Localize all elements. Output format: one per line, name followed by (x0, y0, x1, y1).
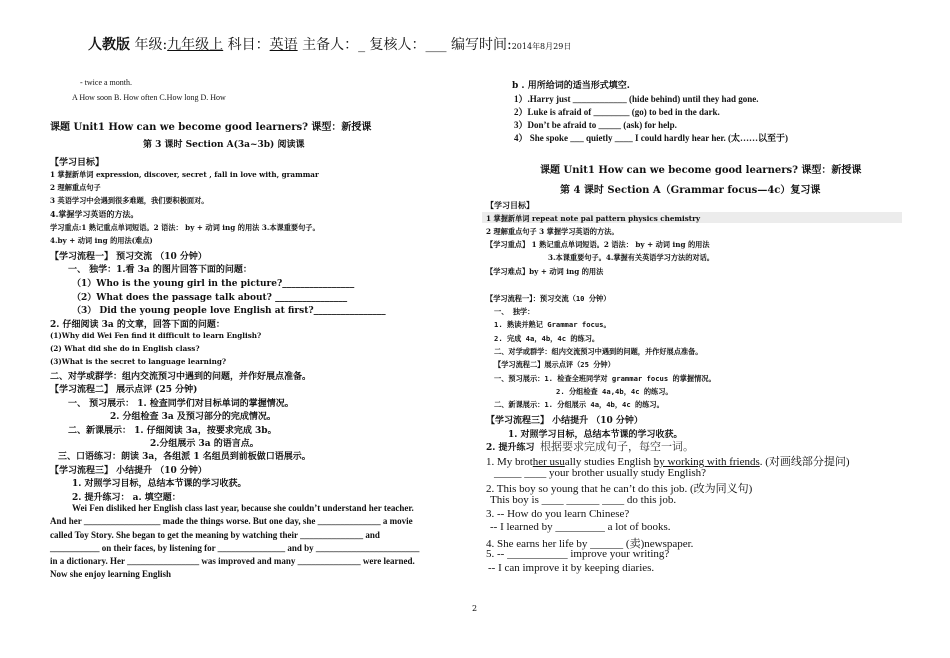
right-line: 2. 分组检查 4a,4b，4c 的练习。 (556, 387, 673, 396)
question-line: （2）What does the passage talk about? ________________ (72, 293, 348, 303)
left-line: 一、 预习展示： 1. 检查同学们对目标单词的掌握情况。 (68, 399, 294, 409)
question-line: （3） Did the young people love English at first?________________ (72, 306, 386, 316)
right-line: 一、预习展示：1. 检查全班同学对 grammar focus 的掌握情况。 (494, 374, 716, 383)
left-line: 2 理解重点句子 (50, 183, 101, 192)
right-line: 3.本课重要句子。4.掌握有关英语学习方法的对话。 (548, 253, 714, 262)
left-line: 2. 仔细阅读 3a 的文章，回答下面的问题： (50, 320, 225, 330)
left-line: 2. 分组检查 3a 及预习部分的完成情况。 (110, 412, 276, 422)
grade-value: 九年级上 (167, 37, 224, 53)
subject-label: 科目： (227, 37, 270, 53)
section-heading: 【学习流程二】展示点评（25 分钟） (494, 360, 615, 369)
left-line: A How soon B. How often C.How long D. How (72, 93, 226, 102)
left-line: 1 掌握新单词 expression, discover, secret , fall in love with, grammar (50, 170, 319, 179)
instruction-text: 根据要求完成句子，每空一词。 (540, 440, 694, 453)
exercise-line: 2. This boy so young that he can’t do this job. (改为同义句) (486, 483, 753, 495)
left-line: 4.by + 动词 ing 的用法(难点) (50, 236, 153, 245)
reviewer-field: 复核人：___ (369, 37, 447, 53)
right-line: 【学习难点】by + 动词 ing 的用法 (486, 267, 604, 276)
right-line: 1 掌握新单词 repeat note pal pattern physics chemistry (486, 214, 701, 223)
date-value: 2014年8月29日 (511, 42, 572, 51)
section-heading: 【学习流程一】 预习交流 （10 分钟） (50, 252, 207, 262)
right-line: 【学习重点】 1 熟记重点单词短语。2 语法： by + 动词 ing 的用法 (486, 240, 710, 249)
passage-line: in a dictionary. Her ________________ was improved and many ______________ were learned. (50, 556, 415, 566)
question-line: （1）Who is the young girl in the picture?________________ (72, 279, 355, 289)
passage-line: Wei Fen disliked her English class last year, because she couldn’t understand her teacher. (72, 503, 414, 513)
question-line: (3)What is the secret to language learning? (50, 357, 227, 366)
section-heading: 【学习目标】 (50, 158, 105, 168)
lesson-subtitle: 第 4 课时 Section A（Grammar focus—4c）复习课 (560, 185, 821, 196)
passage-line: ___________ on their faces, by listening for _______________ and by _______________________ (50, 543, 420, 553)
section-heading: 【学习流程三】 小结提升 （10 分钟） (50, 466, 207, 476)
publisher-label: 人教版 (88, 37, 130, 53)
left-line: 3 英语学习中会遇到很多难题，我们要积极面对。 (50, 196, 209, 205)
exercise-line: 5. -- ___________ improve your writing? (486, 548, 670, 560)
right-line: 2 理解重点句子 3 掌握学习英语的方法。 (486, 227, 619, 236)
section-heading: 【学习流程三】 小结提升 （10 分钟） (486, 416, 643, 426)
left-line: 三、口语练习：朗读 3a，各组派 1 名组员到前板做口语展示。 (58, 452, 311, 462)
left-line: - twice a month. (80, 78, 132, 87)
exercise-line: This boy is ____ ______ ____ do this job. (490, 494, 677, 506)
preparer-field: 主备人：_ (302, 37, 366, 53)
exercise-line: 1）.Harry just ____________ (hide behind) until they had gone. (514, 94, 759, 104)
exercise-line: 4） She spoke ___ quietly ____ I could hardly hear her. (太……以至于) (514, 133, 789, 143)
right-line: 1. 对照学习目标，总结本节课的学习收获。 (508, 430, 683, 440)
lesson-title: 课题 Unit1 How can we become good learners? 课型：新授课 (540, 165, 862, 176)
right-line: 1. 熟读并熟记 Grammar focus。 (494, 320, 611, 329)
exercise-line: 2）Luke is afraid of ________ (go) to bed in the dark. (514, 107, 720, 117)
exercise-line: _____ ____ your brother usually study English? (494, 467, 707, 479)
left-line: 1. 对照学习目标，总结本节课的学习收获。 (72, 479, 247, 489)
section-heading: 【学习目标】 (486, 200, 534, 210)
subject-value: 英语 (269, 37, 298, 53)
left-line: 一、 独学：1.看 3a 的图片回答下面的问题： (68, 265, 252, 275)
exercise-line: 4. She earns her life by ______ (卖)newspaper. (486, 538, 694, 550)
right-line: 2. 提升练习 (486, 443, 535, 453)
passage-line: called Toy Story. She began to get the meaning by watching their ______________ and (50, 530, 380, 540)
exercise-line: 1. My brother usually studies English by working with friends. (对画线部分提问) (486, 456, 850, 468)
left-line: 2.分组展示 3a 的语言点。 (150, 439, 259, 449)
left-line: 2. 提升练习： a. 填空题： (72, 493, 181, 503)
section-heading: 【学习流程二】 展示点评 (25 分钟) (50, 385, 198, 395)
header (88, 34, 571, 54)
left-line: 学习重点:1 熟记重点单词短语。2 语法： by + 动词 ing 的用法 3.本课重要句子。 (50, 223, 320, 232)
exercise-line: 3）Don’t be afraid to _____ (ask) for help. (514, 120, 677, 130)
lesson-subtitle: 第 3 课时 Section A(3a~3b) 阅读课 (143, 140, 305, 150)
question-line: (1)Why did Wei Fen find it difficult to learn English? (50, 331, 262, 340)
page-number: 2 (472, 604, 478, 613)
lesson-title: 课题 Unit1 How can we become good learners? 课型：新授课 (50, 122, 372, 133)
passage-line: And her _________________ made the things worse. But one day, she ______________ a movie (50, 516, 413, 526)
right-line: 一、 独学： (494, 307, 535, 316)
exercise-line: -- I can improve it by keeping diaries. (488, 562, 655, 574)
right-line: 二、对学或群学：组内交流预习中遇到的问题，并作好展点准备。 (494, 347, 703, 356)
left-line: 二、新课展示： 1. 仔细阅读 3a，按要求完成 3b。 (68, 426, 277, 436)
passage-line: Now she enjoy learning English (50, 569, 172, 579)
right-line: 2. 完成 4a，4b，4c 的练习。 (494, 334, 600, 343)
grade-label: 年级: (134, 37, 168, 53)
date-label: 编写时间: (450, 37, 512, 53)
left-line: 二、对学或群学：组内交流预习中遇到的问题，并作好展点准备。 (50, 372, 312, 382)
question-line: (2) What did she do in English class? (50, 344, 200, 353)
right-line: b . 用所给词的适当形式填空. (512, 81, 630, 91)
right-line: 二、新课展示：1. 分组展示 4a，4b，4c 的练习。 (494, 400, 664, 409)
section-heading: 【学习流程一】：预习交流（10 分钟） (486, 294, 611, 303)
exercise-line: 3. -- How do you learn Chinese? (486, 508, 630, 520)
exercise-line: -- I learned by _________ a lot of books. (490, 521, 671, 533)
left-line: 4.掌握学习英语的方法。 (50, 209, 139, 219)
